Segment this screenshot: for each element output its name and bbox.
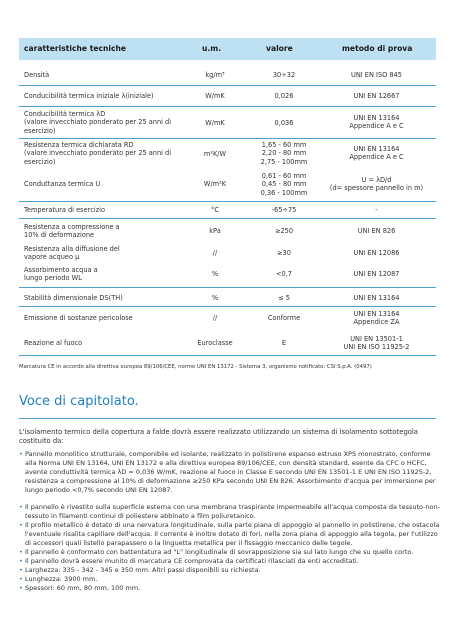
row-divider — [19, 85, 436, 86]
datasheet-page: caratteristiche tecniche u.m. valore metodo di prova Densità kg/m³ 30÷32 UNI EN ISO 845 Conducibilità termica iniziale λ(iniziale) W/mK 0,026 UNI EN 12667 Conducibilità termica λD (valore invecchiato ponderato per 25 anni di esercizio) W/mK 0,036 UNI EN 13164 Appendice A e C Resistenza termica dichiarata RD (valore invecchiato ponderato per 25 anni di esercizio) m²K/W 1,65 - 60 mm 2,20 - 80 mm 2,75 - 100mm UNI EN 13164 Appendice A e C Conduttanza termica U W/m²K 0,61 - 60 mm 0,45 - 80 mm 0,36 - 100mm U = λD/d (d= spessore pannello in m) Temperatura di esercizio °C -65÷75 - Resistenza a compressione a 10% di deformazione kPa ≥250 UNI EN 826 Resistenza alla diffusione del vapore acqueo μ // ≥30 UNI EN 12086 Assorbimento acqua a lungo periodo WL % <0,7 UNI EN 12087 Stabilità dimensionale DS(TH) % ≤ 5 UNI EN 13164 Emissione di sostanze pericolose // Conforme UNI EN 13164 Appendice ZA Reazione al fuoco Euroclasse E UNI EN 13501-1 UNI EN ISO 11925-2 Marcatura CE in accordo alla direttiva europea 89/106/CEE, norme UNI EN 13172 - Sistema 3, organismo notificato: CSI S.p.A. (0497) Voce di capitolato. L'isolamento termico della copertura a falde dovrà essere realizzato utilizzando un sistema di isolamento sottotegola costituito da: • Pannello monolitico strutturale, componibile ed isolante, realizzato in polistirene espanso estruso XPS monostrato, conforme alla Norma UNI EN 13164, UNI EN 13172 e alla direttiva europea 89/106/CEE, con densità standard, esente da CFC o HCFC, avente conduttività termica λD = 0,036 W/mK, reazione al fuoco in Classe E secondo UNI EN 13501-1 E UNI EN ISO 11925-2, resistenza a compressione al 10% di deformazione ≥250 KPa secondo UNI EN 826. Assorbimento d'acqua per immersione per lungo periodo <0,7% secondo UNI EN 12087. • Il pannello è rivestito sulla superficie esterna con una membrana traspirante impermeabile all'acqua composta da tessuto-non-tessuto in filamenti continui di poliestere abbinato a film poliuretanico. • Il profilo metallico è dotato di una nervatura longitudinale, sulla parte piana di appoggio al pannello in polistirene, che ostacola l'eventuale risalita capillare dell'acqua. Il corrente è inoltre dotato di fori, nella zona piana di appoggio alla tegola, per l'utilizzo di accessori quali listello parapassero o la linguetta metallica per il fissaggio meccanico delle tegole. • Il pannello è conformato con battentatura ad "L" longitudinale di sovrapposizione sia sul lato lungo che su quello corto. • Il pannello dovrà essere munito di marcatura CE comprovata da certificati rilasciati da enti accreditati. • Larghezza: 335 - 342 - 345 e 350 mm. Altri passi disponibili su richiesta. • Lunghezza: 3900 mm. • Spessori: 60 mm, 80 mm, 100 mm. — [0, 0, 453, 640]
ce-marking-note: Marcatura CE in accordo alla direttiva europea 89/106/CEE, norme UNI EN 13172 - Sistema 3, organismo notificato: CSI S.p.A. (0497) — [19, 364, 372, 370]
header-value: valore — [266, 44, 293, 53]
intro-paragraph: L'isolamento termico della copertura a falde dovrà essere realizzato utilizzando un sistema di isolamento sottotegola costituito da: — [19, 428, 418, 445]
header-unit: u.m. — [202, 44, 222, 53]
header-characteristics: caratteristiche tecniche — [24, 44, 127, 53]
row-divider — [19, 306, 436, 307]
row-divider — [19, 218, 436, 219]
table-header — [19, 38, 436, 60]
row-divider — [19, 106, 436, 107]
bullet-icon: • — [19, 548, 23, 556]
section-rule — [19, 418, 436, 419]
row-divider — [19, 287, 436, 288]
bullet-icon: • — [19, 521, 23, 529]
bullet-icon: • — [19, 575, 23, 583]
bullet-icon: • — [19, 584, 23, 592]
section-title: Voce di capitolato. — [19, 394, 139, 409]
header-method: metodo di prova — [342, 44, 413, 53]
row-divider — [19, 138, 436, 139]
bullet-icon: • — [19, 503, 23, 511]
bullet-icon: • — [19, 450, 23, 458]
table-bottom-rule — [19, 355, 436, 356]
bullet-icon: • — [19, 557, 23, 565]
bullet-icon: • — [19, 566, 23, 574]
row-divider — [19, 201, 436, 202]
